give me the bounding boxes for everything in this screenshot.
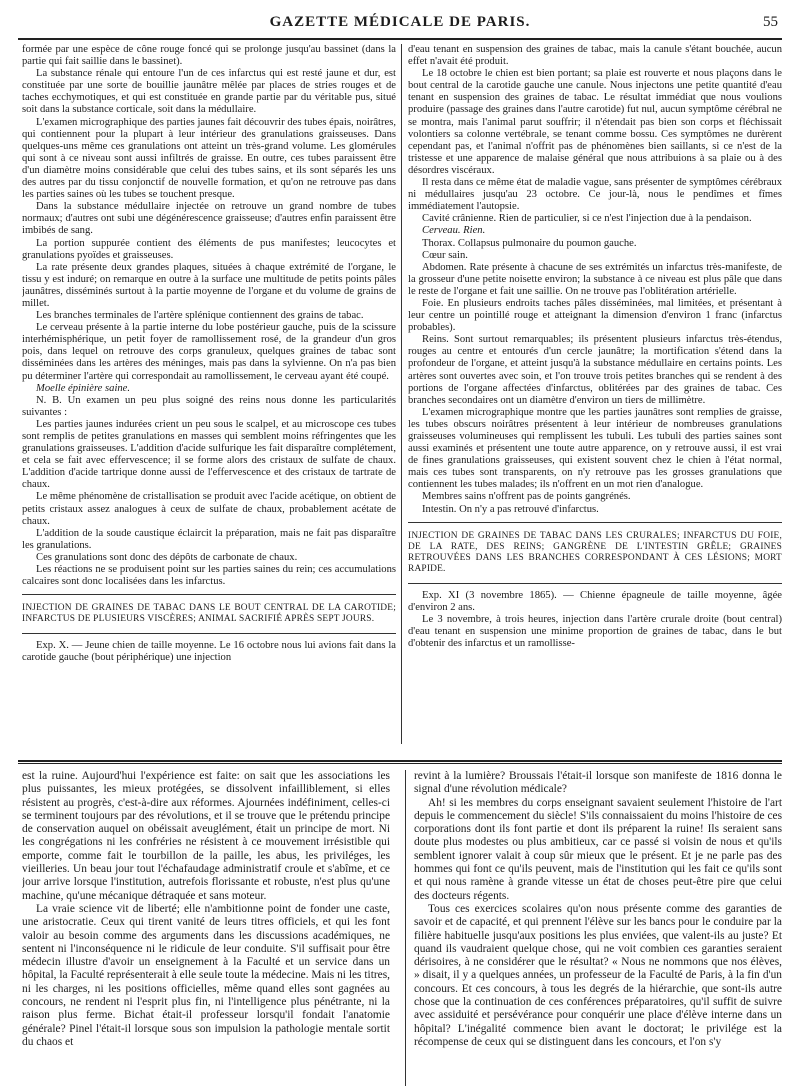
paragraph: Thorax. Collapsus pulmonaire du poumon gauche. [422,237,637,249]
section-heading: INJECTION DE GRAINES DE TABAC DANS LE BOUT CENTRAL DE LA CAROTIDE; INFARCTUS DE PLUSIEURS VISCÈRES; ANIMAL SACRIFIÉ APRÈS SEPT JOURS. [22,603,396,625]
section-divider [408,522,782,523]
paragraph: Intestin. On n'y a pas retrouvé d'infarctus. [422,503,599,515]
section-divider [22,594,396,595]
paragraph: Les réactions ne se produisent point sur les parties saines du rein; ces accumulations calcaires sont donc localisées dans les infarctus. [22,564,396,588]
paragraph: Ah! si les membres du corps enseignant savaient seulement l'histoire de l'art depuis le commencement du siècle! S'ils connaissaient du moins l'histoire de ces corporations dont ils font partie et dont ils préparent la ruine! Ils seraient sans doute plus modestes ou plus ambitieux, car ce passé si voisin de nous et qu'ils semblent ignorer valait à coup sûr mieux que le présent. Et je ne parle pas des hommes qui font ce qu'ils peuvent, mais de l'institution qui les fait ce qu'ils sont et qui nous ramène à grande vitesse un état de choses peut-être pire que celui des docteurs régents. [414,796,782,902]
paragraph: d'eau tenant en suspension des graines de tabac, mais la canule s'étant bouchée, aucun effet n'avait été produit. [408,44,782,68]
paragraph: est la ruine. Aujourd'hui l'expérience est faite: on sait que les associations les plus puissantes, les mieux protégées, se dissolvent infailliblement, si elles résistent au progrès, c'est-à-dire aux réformes. Ajournées indéfiniment, celles-ci se terminent toujours par des révolutions, et il se trouve que le prétendu principe de conservation auquel on obéissait aveuglément, était un principe de mort. Ni les congrégations ni les confréries ne résistent à ce mouvement irrésistible qui emporte, comme fait le tourbillon de la paille, les abus, les priviléges, les vieilleries. Un beau jour tout l'échafaudage administratif croule et s'abîme, et ce jour arrive lorsque l'institution, autrefois florissante et robuste, n'est plus qu'une machine, qu'une mécanique détraquée et sans moteur. [22,770,390,902]
feuilleton [22,770,780,1088]
page-number: 55 [763,14,778,30]
paragraph: Le même phénomène de cristallisation se produit avec l'acide acétique, on obtient de petits cristaux assez analogues à ceux de sulfate de chaux, probablement acétate de chaux. [22,491,396,527]
paragraph: Exp. X. — Jeune chien de taille moyenne. Le 16 octobre nous lui avions fait dans la carotide gauche (bout périphérique) une injection [22,640,396,664]
paragraph: Tous ces exercices scolaires qu'on nous présente comme des garanties de savoir et de capacité, et qui prennent l'élève sur les bancs pour le conduire par la filière habituelle jusqu'aux positions les plus enviées, que valent-ils au juste? Et quand ils vaudraient quelque chose, qui ne voit combien ces garanties seraient dérisoires, à ne considérer que le résultat? « Nous ne nommons que nos élèves, » disait, il y a quelques années, un professeur de la Faculté de Paris, à la fin d'un concours. Et ces concours, à tous les degrés de la hiérarchie, que sont-ils autre chose que la continuation de ces conférences préparatoires, qu'il suffit de suivre avec assiduité et persévérance pour conquérir une place d'élève interne dans un hôpital? L'inégalité commence bien avant le doctorat; le privilége est la récompense de ceux qui se distinguent dans les concours, et l'on s'y [414,902,782,1048]
column-rule [401,44,402,744]
paragraph: Foie. En plusieurs endroits taches pâles disséminées, mal limitées, et présentant à leur centre un pointillé rouge et atteignant la dimension d'environ 1 franc (infarctus probables). [408,297,782,334]
paragraph: Cerveau. Rien. [422,225,486,237]
paragraph: Abdomen. Rate présente à chacune de ses extrémités un infarctus très-manifeste, de la grosseur d'une petite noisette environ; la substance à ce niveau est plus pâle que dans le reste de l'organe et fait une saillie. On ne trouve pas l'oblitération artérielle. [408,261,782,297]
paragraph: Le 18 octobre le chien est bien portant; sa plaie est rouverte et nous plaçons dans le bout central de la carotide gauche une canule. Nous injectons une petite quantité d'eau tenant en suspension des graines de tabac. Le résultat immédiat que nous voulions produire (passage des graines dans l'autre carotide) fut nul, aucun symptôme cérébral ne se montra, mais l'animal parut souffrir; il n'étendait pas bien son corps et fléchissait volontiers sa colonne vertébrale, se tenant comme bossu. Ces symptômes ne durèrent cependant pas, et l'animal n'offrit pas de phénomènes bien saillants, si ce n'est de la tristesse et une apparence de malaise général que nous attribuions à sa plaie ou à des désordres viscéraux. [408,68,782,176]
paragraph: Exp. XI (3 novembre 1865). — Chienne épagneule de taille moyenne, âgée d'environ 2 ans. [408,589,782,613]
paragraph: N. B. Un examen un peu plus soigné des reins nous donne les particularités suivantes : [22,394,396,418]
paragraph: La substance rénale qui entoure l'un de ces infarctus qui est resté jaune et dur, est constituée par une sorte de bouillie jaunâtre mêlée par places de stries rouges et de taches ecchymotiques, et qui est constituée en grande partie par du véritable pus, situé soit dans la substance corticale, soit dans la médullaire. [22,68,396,116]
page-header [18,8,782,40]
paragraph: Dans la substance médullaire injectée on retrouve un grand nombre de tubes normaux; d'autres ont subi une dégénérescence graisseuse; d'autres enfin paraissent être imbibés de sang. [22,201,396,237]
paragraph: L'examen micrographique des parties jaunes fait découvrir des tubes épais, noirâtres, qui contiennent pour la plupart à leur intérieur des granulations graisseuses. Dans quelques-uns même ces granulations ont atteint un très-grand volume. Les glomérules qui sont à ce niveau sont aussi infiltrés de graisse. En outre, ces tubes paraissent être d'un diamètre moins considérable que celui des tubes sains, et ils sont séparés les uns des autres par du tissu conjonctif de nouvelle formation, et qu'on ne retrouve pas dans les parties saines où les tubes se touchent presque. [22,116,396,201]
left-column [22,44,396,754]
journal-title: GAZETTE MÉDICALE DE PARIS. [269,14,531,30]
paragraph: Moelle épinière saine. [36,382,131,394]
section-divider [22,633,396,634]
paragraph: L'addition de la soude caustique éclaircit la préparation, mais ne fait pas disparaître les granulations. [22,527,396,551]
paragraph: Les branches terminales de l'artère splénique contiennent des grains de tabac. [36,310,364,322]
paragraph: Les parties jaunes indurées crient un peu sous le scalpel, et au microscope ces tubes sont remplis de petites granulations en masses qui semblent moins réfringentes que les granulations graisseuses. L'addition d'acide sulfurique les fait disparaître complétement, et cela se fait avec effervescence; il se forme alors des cristaux de sulfate de chaux. L'addition d'acide tartrique donne aussi de l'effervescence et des cristaux de tartrate de chaux. [22,418,396,491]
column-rule [405,770,406,1086]
paragraph: Le cerveau présente à la partie interne du lobe postérieur gauche, puis de la scissure interhémisphérique, un petit foyer de ramollissement rosé, de la grandeur d'un gros pois, dans lequel on retrouve des corps granuleux, quelques graines de tabac sont disséminées dans les artères des méninges, mais pas dans la sylvienne. On n'a pas bien pu déterminer l'artère qui correspondait au ramollissement, le cerveau ayant été coupé. [22,322,396,382]
feuilleton-left-column [22,770,390,1088]
paragraph: La rate présente deux grandes plaques, situées à chaque extrémité de l'organe, le tissu y est induré; on remarque en outre à la surface une multitude de petits points pâles jaunâtres, disséminés surtout à la partie moyenne de l'organe et du volume de grains de millet. [22,261,396,309]
paragraph: Cavité crânienne. Rien de particulier, si ce n'est l'injection due à la pendaison. [422,213,752,225]
feuilleton-rule [18,763,782,764]
paragraph: L'examen micrographique montre que les parties jaunâtres sont remplies de graisse, les tubes obscurs noirâtres présentent à leur intérieur de nombreuses granulations graisseuses volumineuses qui remplissent les tubuli. Les tubuli des parties saines sont aussi examinés et présentent une toute autre apparence, on y retrouve aussi, il est vrai de fines granulations graisseuses, qui existent souvent chez le chien à l'état normal, mais ces tubes sont transparents, on n'y retrouve pas les grosses granulations que contiennent les tubes malades; ils n'offrent en un mot rien d'analogue. [408,406,782,491]
upper-columns [22,44,780,754]
paragraph: Le 3 novembre, à trois heures, injection dans l'artère crurale droite (bout central) d'eau tenant en suspension une minime proportion de graines de tabac, dans le but d'obtenir des infarctus et un ramollisse- [408,613,782,650]
feuilleton-rule [18,760,782,762]
paragraph: La portion suppurée contient des éléments de pus manifestes; leucocytes et granulations pyoïdes et graisseuses. [22,237,396,261]
paragraph: La vraie science vit de liberté; elle n'ambitionne point de fonder une caste, une aristocratie. Ceux qui tirent vanité de leurs titres officiels, et qui les font valoir au besoin comme des arguments dans les discussions académiques, ne sentent ni l'inconséquence ni le ridicule de leur conduite. S'il suffisait pour être médecin illustre d'avoir un enseignement à la Faculté et un service dans un hôpital, la Faculté représenterait à elle seule toute la médecine. Mais ni les titres, ni les charges, ni les positions officielles, même quand elles sont gagnées au concours, ne rendent ni l'esprit plus fin, ni l'intelligence plus pénétrante, ni la raison plus ferme. Bichat était-il professeur lorsqu'il fondait l'anatomie générale? Pinel l'était-il lorsque sous son impulsion la pathologie mentale sortit du chaos et [22,902,390,1048]
paragraph: Membres sains n'offrent pas de points gangrénés. [422,491,631,503]
right-column [408,44,782,754]
paragraph: Ces granulations sont donc des dépôts de carbonate de chaux. [36,551,298,563]
paragraph: Reins. Sont surtout remarquables; ils présentent plusieurs infarctus très-étendus, rouges au centre et entourés d'un cercle jaunâtre; la mortification s'étend dans la profondeur de l'organe, et atteint jusqu'à la substance médullaire en certains points. Les artères sont ouvertes avec soin, et l'on trouve trois petites branches qui se rendent à des portions de l'organe affectées d'infarctus, oblitérées par des graines de tabac. Ces branches secondaires ont un diamètre d'environ un tiers de millimètre. [408,334,782,406]
section-divider [408,583,782,584]
paragraph: Cœur sain. [422,249,468,261]
paragraph: Il resta dans ce même état de maladie vague, sans présenter de symptômes cérébraux ni médullaires jusqu'au 23 octobre. Ce jour-là, nous le pendîmes et fîmes immédiatement l'autopsie. [408,177,782,213]
section-heading: INJECTION DE GRAINES DE TABAC DANS LES CRURALES; INFARCTUS DU FOIE, DE LA RATE, DES REINS; GANGRÈNE DE L'INTESTIN GRÊLE; GRAINES RETROUVÉES DANS LES BRANCHES CORRESPONDANT À CES LÉSIONS; MORT RAPIDE. [408,530,782,574]
paragraph: formée par une espèce de cône rouge foncé qui se prolonge jusqu'au bassinet (dans la partie qui fait saillie dans le bassinet). [22,44,396,68]
paragraph: revint à la lumière? Broussais l'était-il lorsque son manifeste de 1816 donna le signal d'une révolution médicale? [414,770,782,796]
feuilleton-right-column [414,770,782,1088]
